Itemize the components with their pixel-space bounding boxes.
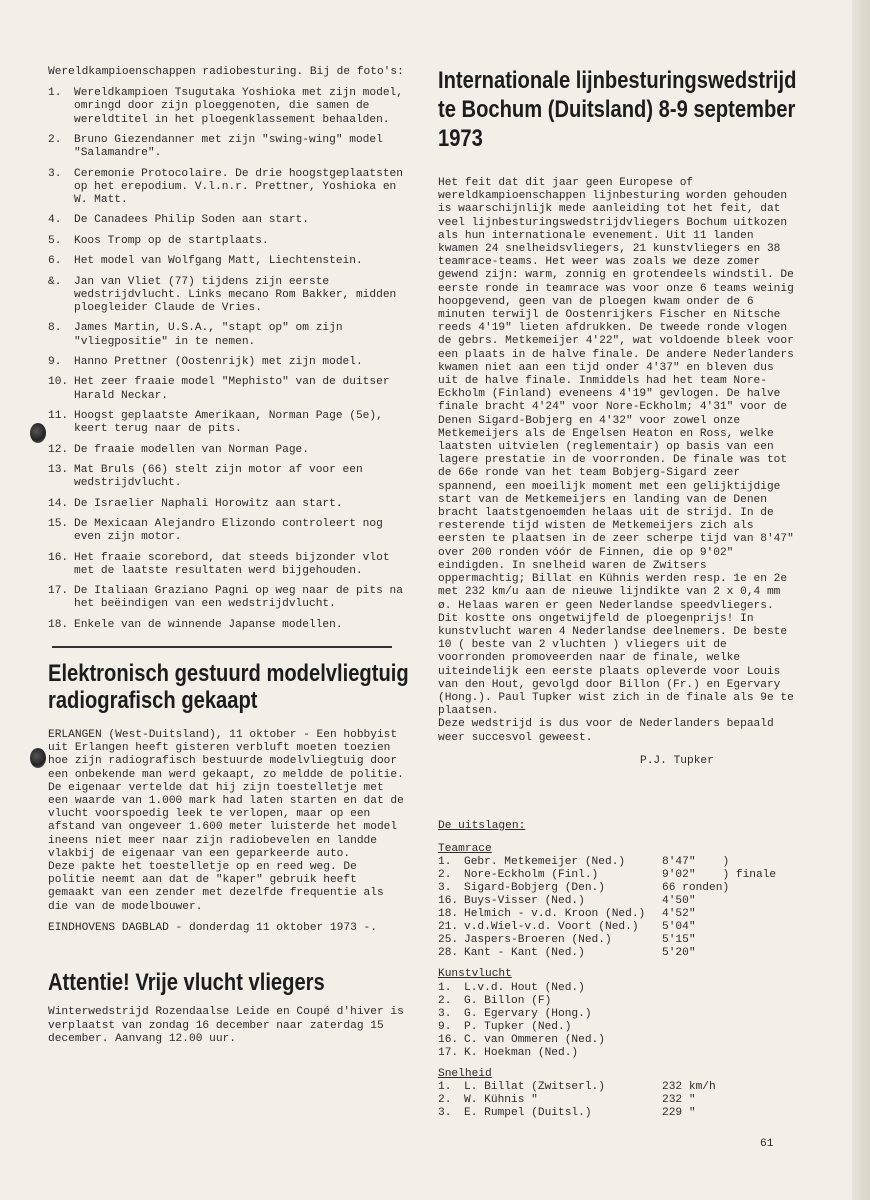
result-name: Jaspers-Broeren (Ned.) bbox=[464, 934, 612, 947]
caption-number: 2. bbox=[48, 134, 62, 146]
page-edge bbox=[852, 0, 870, 1200]
result-name: L.v.d. Hout (Ned.) bbox=[464, 981, 585, 994]
result-name: Gebr. Metkemeijer (Ned.) bbox=[464, 856, 626, 869]
captions-intro: Wereldkampioenschappen radiobesturing. Bij de foto's: bbox=[48, 66, 404, 78]
caption-number: 11. bbox=[48, 409, 69, 422]
result-note bbox=[722, 908, 782, 921]
right-column bbox=[438, 66, 797, 1120]
result-name: Helmich - v.d. Kroon (Ned.) bbox=[464, 908, 646, 921]
caption-item bbox=[48, 410, 410, 436]
result-rank: 3. bbox=[438, 1106, 452, 1119]
caption-number: 3. bbox=[48, 167, 62, 180]
caption-number: 5. bbox=[48, 234, 62, 247]
result-rank: 25. bbox=[438, 934, 459, 947]
result-rank: 1. bbox=[438, 981, 452, 994]
result-rank: 9. bbox=[438, 1020, 452, 1033]
photo-caption-list bbox=[48, 87, 410, 632]
result-row bbox=[438, 947, 782, 960]
news-heading: Elektronisch gestuurd modelvliegtuig radiografisch gekaapt bbox=[48, 659, 409, 715]
result-time: 66 ronden bbox=[662, 882, 723, 895]
result-rank: 2. bbox=[438, 869, 452, 882]
result-name: Buys-Visser (Ned.) bbox=[464, 895, 585, 908]
punch-hole-upper bbox=[30, 423, 46, 443]
caption-text: Ceremonie Protocolaire. De drie hoogstgeplaatsten op het erepodium. V.l.n.r. Prettner, Yoshioka en W. Matt. bbox=[74, 167, 403, 206]
result-row bbox=[438, 895, 782, 908]
result-row bbox=[438, 1107, 720, 1120]
article-closing: Deze wedstrijd is dus voor de Nederlanders bepaald weer succesvol geweest. bbox=[438, 718, 774, 744]
caption-text: De Israelier Naphali Horowitz aan start. bbox=[74, 497, 343, 510]
caption-text: Bruno Giezendanner met zijn "swing-wing" model "Salamandre". bbox=[74, 134, 383, 160]
news-paragraph-2: De eigenaar vertelde dat hij zijn toestelletje met een waarde van 1.000 mark had laten starten en dat de vlucht voorspoedig leek te verlopen, maar op een afstand van ongeveer 1.600 meter luisterde het model ineens niet meer naar zijn radiobevelen en landde vlakbij de eigenaar van een geparkeerde auto. bbox=[48, 781, 404, 860]
result-note: ) bbox=[722, 882, 730, 895]
result-speed: 232 " bbox=[662, 1093, 696, 1106]
result-row bbox=[438, 1094, 720, 1107]
result-rank: 16. bbox=[438, 895, 459, 908]
caption-number: 6. bbox=[48, 255, 62, 268]
caption-number: 18. bbox=[48, 618, 69, 631]
result-rank: 18. bbox=[438, 908, 459, 921]
attentie-heading: Attentie! Vrije vlucht vliegers bbox=[48, 968, 325, 996]
article-title: Internationale lijnbesturingswedstrijd te Bochum (Duitsland) 8-9 september 1973 bbox=[438, 67, 797, 152]
caption-item bbox=[48, 356, 410, 369]
result-rank: 17. bbox=[438, 1046, 459, 1059]
result-time: 4'52" bbox=[662, 908, 696, 921]
caption-number: 10. bbox=[48, 376, 69, 389]
result-note bbox=[722, 895, 782, 908]
article-paragraph: Het feit dat dit jaar geen Europese of wereldkampioenschappen lijnbesturing worden gehouden is waarschijnlijk mede aanleiding tot het feit, dat veel lijnbesturingswedstrijdvliegers Bochum uitkozen als hun internationale evenement. Uit 11 landen kwamen 24 snelheidsvliegers, 21 kunstvliegers en 38 teamrace-teams. Het weer was zoals we deze zomer gewend zijn: warm, zonnig en grotendeels windstil. De eerste ronde in teamrace was voor onze 6 teams weinig hoopgevend, geen van de ploegen kwam onder de 6 minuten terwijl de Oostenrijkers Fischer en Nitsche reeds 4'19" lieten afdrukken. De tweede ronde vlogen de gebrs. Metkemeijer 4'22", wat voldoende bleek voor een plaats in de halve finale. De andere Nederlanders kwamen niet aan een tijd onder 4'37" en bleven dus uit de halve finale. Inmiddels had het team Nore-Eckholm (Finland) eveneens 4'19" gevlogen. De halve finale bracht 4'24" voor Nore-Eckholm; 4'31" voor de Denen Sigard-Bobjerg en 4'32" voor zowel onze Metkemeijers als de Engelsen Heaton en Ross, welke laatsten uitvielen (reglementair) op basis van een lagere prestatie in de voorronden. De finale was tot de 66e ronde van het team Bobjerg-Sigard zeer spannend, een moeilijk moment met een gelijktijdige start van de Metkemeijers en landing van de Denen bracht laatstgenoemden helaas uit de strijd. In de resterende tijd wisten de Metkemeijers zich als eersten te plaatsen in de zeer scherpe tijd van 8'47" over 200 ronden vóór de Finnen, die op 9'02" eindigden. In snelheid waren de Zwitsers oppermachtig; Billat en Kühnis werden resp. 1e en 2e met 232 km/u aan de nieuwe lijndikte van 2 x 0,4 mm ø. Helaas waren er geen Nederlandse speedvliegers. Dit kostte ons ongetwijfeld de ploegenprijs! In kunstvlucht waren 4 Nederlandse deelnemers. De beste 10 ( beste van 2 vluchten ) vliegers uit de voorronden promoveerden naar de finale, welke uiteindelijk een eerste plaats opleverde voor Louis van den Hout, gevolgd door Billon (Fr.) en Egervary (Hong.). Paul Tupker wist zich in de finale als 9e te plaatsen. bbox=[438, 177, 794, 718]
caption-text: Het fraaie scorebord, dat steeds bijzonder vlot met de laatste resultaten werd bijgehouden. bbox=[74, 551, 390, 577]
caption-item bbox=[48, 518, 410, 544]
caption-item bbox=[48, 276, 410, 316]
result-time: 5'04" bbox=[662, 921, 696, 934]
result-rank: 2. bbox=[438, 994, 452, 1007]
caption-item bbox=[48, 464, 410, 490]
result-time: 8'47" bbox=[662, 856, 696, 869]
caption-number: 13. bbox=[48, 463, 69, 476]
result-note: ) finale bbox=[722, 869, 777, 882]
caption-text: De Italiaan Graziano Pagni op weg naar de pits na het beëindigen van een wedstrijdvlucht. bbox=[74, 585, 403, 611]
result-rank: 3. bbox=[438, 882, 452, 895]
result-name: L. Billat (Zwitserl.) bbox=[464, 1080, 605, 1093]
caption-text: Het zeer fraaie model "Mephisto" van de duitser Harald Neckar. bbox=[74, 376, 390, 402]
news-paragraph-3: Deze pakte het toestelletje op en reed weg. De politie neemt aan dat de "kaper" gebruik heeft gemaakt van een zender met dezelfde frequentie als die van de modelbouwer. bbox=[48, 860, 384, 913]
result-row bbox=[438, 982, 662, 995]
caption-number: 1. bbox=[48, 87, 62, 100]
result-name: Nore-Eckholm (Finl.) bbox=[464, 869, 599, 882]
left-column bbox=[48, 66, 410, 1046]
snelheid-table bbox=[438, 1081, 720, 1120]
caption-item bbox=[48, 498, 410, 511]
teamrace-table bbox=[438, 856, 782, 960]
snelheid-title: Snelheid bbox=[438, 1067, 492, 1080]
result-name: Kant - Kant (Ned.) bbox=[464, 947, 585, 960]
caption-number: 14. bbox=[48, 497, 69, 510]
result-name: G. Egervary (Hong.) bbox=[464, 1007, 592, 1020]
result-rank: 1. bbox=[438, 1080, 452, 1093]
caption-number: 12. bbox=[48, 443, 69, 456]
result-note: ) bbox=[722, 856, 730, 869]
kunstvlucht-table bbox=[438, 982, 662, 1060]
result-row bbox=[438, 995, 662, 1008]
result-name: v.d.Wiel-v.d. Voort (Ned.) bbox=[464, 921, 639, 934]
result-rank: 21. bbox=[438, 921, 459, 934]
caption-item bbox=[48, 619, 410, 632]
page-number: 61 bbox=[760, 1138, 774, 1150]
caption-number: 4. bbox=[48, 214, 62, 227]
caption-number: 17. bbox=[48, 585, 69, 598]
caption-item bbox=[48, 585, 410, 611]
result-row bbox=[438, 921, 782, 934]
punch-hole-lower bbox=[30, 748, 46, 768]
result-name: E. Rumpel (Duitsl.) bbox=[464, 1106, 592, 1119]
attentie-text: Winterwedstrijd Rozendaalse Leide en Coupé d'hiver is verplaatst van zondag 16 december naar zaterdag 15 december. Aanvang 12.00 uur. bbox=[48, 1006, 404, 1045]
result-rank: 16. bbox=[438, 1033, 459, 1046]
result-note bbox=[722, 947, 782, 960]
caption-number: 9. bbox=[48, 355, 62, 368]
caption-text: Hoogst geplaatste Amerikaan, Norman Page (5e), keert terug naar de pits. bbox=[74, 409, 383, 436]
caption-text: James Martin, U.S.A., "stapt op" om zijn "vliegpositie" in te nemen. bbox=[74, 322, 343, 348]
caption-item bbox=[48, 376, 410, 402]
result-row bbox=[438, 856, 782, 869]
news-article bbox=[48, 729, 410, 935]
result-row bbox=[438, 1034, 662, 1047]
caption-item bbox=[48, 255, 410, 268]
section-divider bbox=[52, 646, 392, 648]
news-paragraph-1: ERLANGEN (West-Duitsland), 11 oktober - Een hobbyist uit Erlangen heeft gisteren verbluft moeten toezien hoe zijn radiografisch bestuurde modelvliegtuig door een onbekende man werd gekaapt, zo meldde de politie. bbox=[48, 728, 404, 781]
caption-text: De Mexicaan Alejandro Elizondo controleert nog even zijn motor. bbox=[74, 517, 383, 544]
caption-text: Het model van Wolfgang Matt, Liechtenstein. bbox=[74, 255, 363, 268]
result-name: G. Billon (F) bbox=[464, 994, 552, 1007]
result-time: 4'50" bbox=[662, 895, 696, 908]
caption-item bbox=[48, 552, 410, 578]
result-name: K. Hoekman (Ned.) bbox=[464, 1046, 579, 1059]
caption-text: Enkele van de winnende Japanse modellen. bbox=[74, 618, 343, 631]
result-row bbox=[438, 1021, 662, 1034]
result-name: W. Kühnis " bbox=[464, 1093, 538, 1106]
result-row bbox=[438, 934, 782, 947]
caption-item bbox=[48, 444, 410, 457]
result-time: 9'02" bbox=[662, 869, 696, 882]
result-rank: 28. bbox=[438, 947, 459, 960]
result-time: 5'20" bbox=[662, 947, 696, 960]
result-time: 5'15" bbox=[662, 934, 696, 947]
caption-number: 15. bbox=[48, 517, 69, 530]
caption-item bbox=[48, 87, 410, 127]
news-source: EINDHOVENS DAGBLAD - donderdag 11 oktober 1973 -. bbox=[48, 921, 377, 934]
result-name: P. Tupker (Ned.) bbox=[464, 1020, 572, 1033]
result-speed: 229 " bbox=[662, 1106, 696, 1119]
caption-text: De Canadees Philip Soden aan start. bbox=[74, 214, 309, 227]
result-row bbox=[438, 869, 782, 882]
caption-text: Koos Tromp op de startplaats. bbox=[74, 234, 269, 247]
result-speed: 232 km/h bbox=[662, 1080, 716, 1093]
article-signature: P.J. Tupker bbox=[640, 754, 714, 767]
caption-text: Wereldkampioen Tsugutaka Yoshioka met zijn model, omringd door zijn ploeggenoten, die samen de wereldtitel in het ploegenklassement behaalden. bbox=[74, 87, 403, 126]
result-rank: 1. bbox=[438, 856, 452, 869]
caption-item bbox=[48, 235, 410, 248]
caption-item bbox=[48, 214, 410, 227]
result-row bbox=[438, 1008, 662, 1021]
caption-text: Hanno Prettner (Oostenrijk) met zijn model. bbox=[74, 355, 363, 368]
result-row bbox=[438, 1047, 662, 1060]
caption-number: &. bbox=[48, 275, 62, 288]
caption-item bbox=[48, 134, 410, 160]
caption-text: Mat Bruls (66) stelt zijn motor af voor een wedstrijdvlucht. bbox=[74, 463, 363, 490]
caption-text: Jan van Vliet (77) tijdens zijn eerste wedstrijdvlucht. Links mecano Rom Bakker, midden ploegleider Claude de Vries. bbox=[74, 275, 397, 314]
result-name: C. van Ommeren (Ned.) bbox=[464, 1033, 605, 1046]
caption-item bbox=[48, 322, 410, 348]
result-row bbox=[438, 882, 782, 895]
result-row bbox=[438, 908, 782, 921]
result-name: Sigard-Bobjerg (Den.) bbox=[464, 882, 605, 895]
caption-number: 8. bbox=[48, 322, 62, 335]
results-section bbox=[438, 820, 794, 1120]
article-body bbox=[438, 177, 794, 768]
caption-number: 16. bbox=[48, 551, 69, 564]
result-note bbox=[722, 921, 782, 934]
result-row bbox=[438, 1081, 720, 1094]
kunstvlucht-title: Kunstvlucht bbox=[438, 968, 512, 981]
result-rank: 3. bbox=[438, 1007, 452, 1020]
caption-item bbox=[48, 168, 410, 208]
result-rank: 2. bbox=[438, 1093, 452, 1106]
results-title: De uitslagen: bbox=[438, 819, 526, 832]
result-note bbox=[722, 934, 782, 947]
caption-text: De fraaie modellen van Norman Page. bbox=[74, 443, 309, 456]
teamrace-title: Teamrace bbox=[438, 843, 492, 856]
